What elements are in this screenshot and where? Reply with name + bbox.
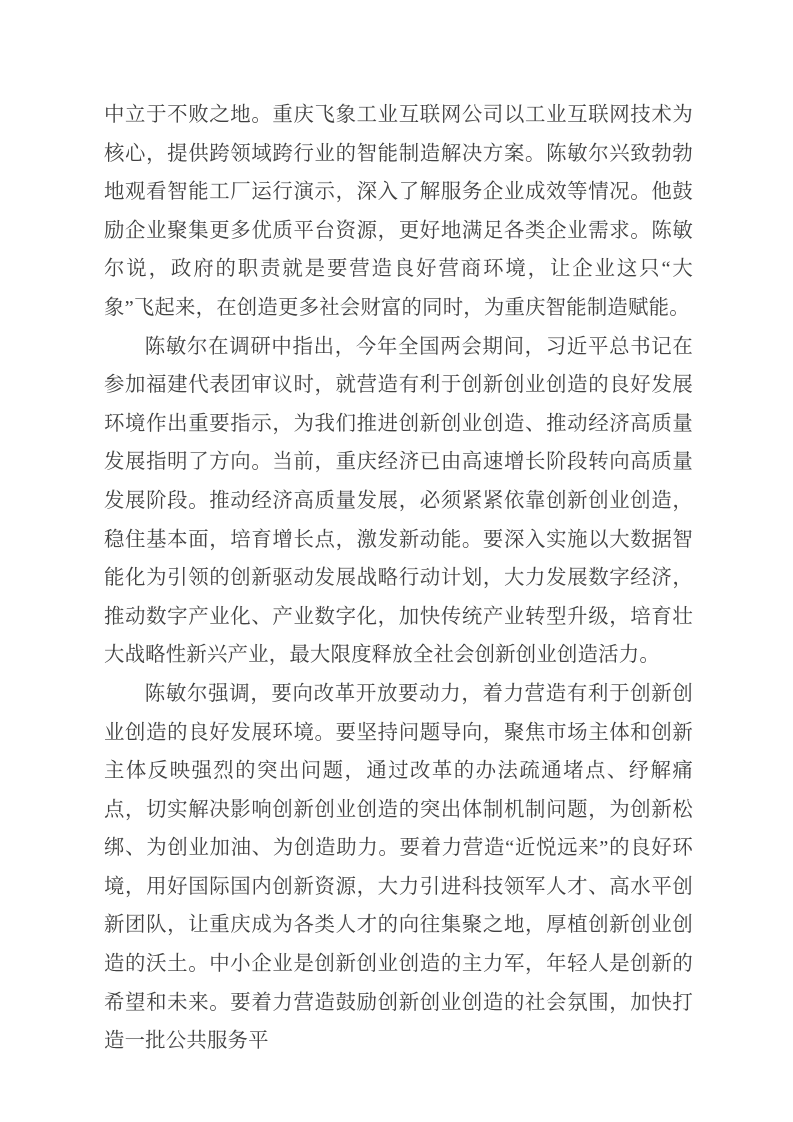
body-paragraph: 中立于不败之地。重庆飞象工业互联网公司以工业互联网技术为核心，提供跨领域跨行业的智能制造解决方案。陈敏尔兴致勃勃地观看智能工厂运行演示，深入了解服务企业成效等情况。他鼓励企业聚集更多优质平台资源，更好地满足各类企业需求。陈敏尔说，政府的职责就是要营造良好营商环境，让企业这只“大象”飞起来，在创造更多社会财富的同时，为重庆智能制造赋能。 [104, 104, 693, 319]
document-text-block [104, 96, 693, 1061]
body-paragraph: 陈敏尔在调研中指出，今年全国两会期间，习近平总书记在参加福建代表团审议时，就营造有利于创新创业创造的良好发展环境作出重要指示，为我们推进创新创业创造、推动经济高质量发展指明了方向。当前，重庆经济已由高速增长阶段转向高质量发展阶段。推动经济高质量发展，必须紧紧依靠创新创业创造，稳住基本面，培育增长点，激发新动能。要深入实施以大数据智能化为引领的创新驱动发展战略行动计划，大力发展数字经济，推动数字产业化、产业数字化，加快传统产业转型升级，培育壮大战略性新兴产业，最大限度释放全社会创新创业创造活力。 [104, 335, 693, 667]
body-paragraph: 陈敏尔强调，要向改革开放要动力，着力营造有利于创新创业创造的良好发展环境。要坚持问题导向，聚焦市场主体和创新主体反映强烈的突出问题，通过改革的办法疏通堵点、纾解痛点，切实解决影响创新创业创造的突出体制机制问题，为创新松绑、为创业加油、为创造助力。要着力营造“近悦远来”的良好环境，用好国际国内创新资源，大力引进科技领军人才、高水平创新团队，让重庆成为各类人才的向往集聚之地，厚植创新创业创造的沃土。中小企业是创新创业创造的主力军，年轻人是创新的希望和未来。要着力营造鼓励创新创业创造的社会氛围，加快打造一批公共服务平 [104, 682, 693, 1053]
